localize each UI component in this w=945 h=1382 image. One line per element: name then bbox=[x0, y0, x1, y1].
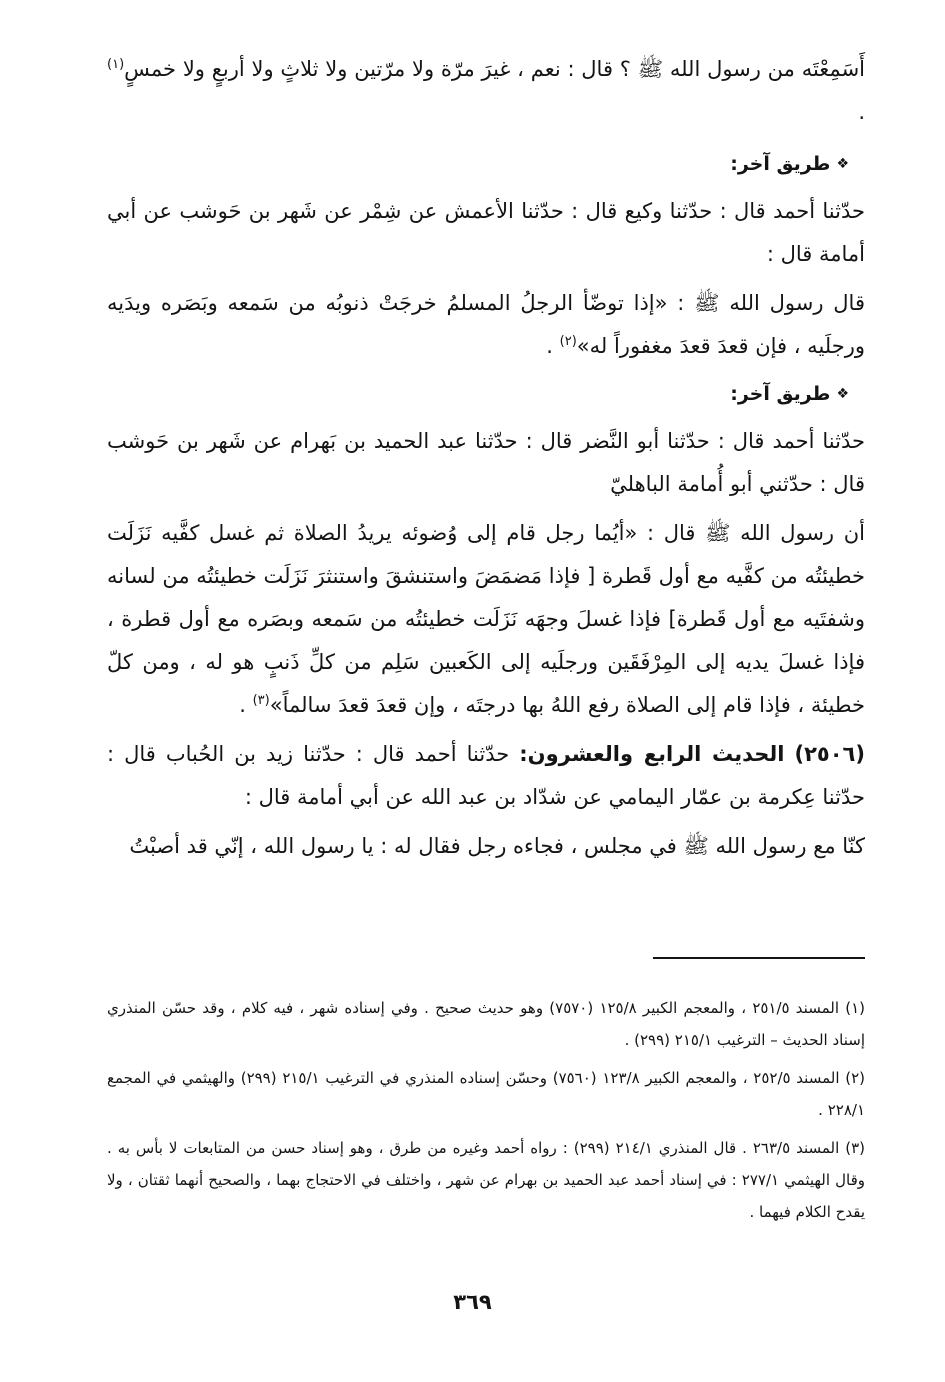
subheading-other-route-1: ❖طريق آخر: bbox=[107, 144, 865, 186]
paragraph-1: أَسَمِعْتَه من رسول الله ﷺ ؟ قال : نعم ، غيرَ مرّة ولا مرّتين ولا ثلاثٍ ولا أربعٍ ولا خمسٍ$^{(١)}$ . bbox=[107, 57, 865, 124]
paragraph-2: حدّثنا أحمد قال : حدّثنا وكيع قال : حدّثنا الأعمش عن شِمْر عن شَهر بن حَوشب عن أبي أمامة قال : bbox=[107, 199, 865, 266]
paragraph-6-text: حدّثنا أحمد قال : حدّثنا زيد بن الحُباب قال : حدّثنا عِكرمة بن عمّار اليمامي عن شدّاد بن عبد الله عن أبي أمامة قال : bbox=[107, 742, 865, 809]
page-number: ٣٦٩ bbox=[453, 1290, 492, 1314]
footnote-3: (٣) المسند ٢٦٣/٥ . قال المنذري ٢١٤/١ (٢٩٩) : رواه أحمد وغيره من طرق ، وهو إسناد حسن من المتابعات لا بأس به . وقال الهيثمي ٢٧٧/١ : في إسناد أحمد عبد الحميد بن بهرام عن شهر ، واختلف في الاحتجاج بهما ، والصحيح أنهما ثقتان ، ولا يقدح الكلام فيهما . bbox=[107, 1139, 865, 1221]
footnote-1: (١) المسند ٢٥١/٥ ، والمعجم الكبير ١٢٥/٨ (٧٥٧٠) وهو حديث صحيح . وفي إسناده شهر ، فيه كلام ، وقد حسّن المنذري إسناد الحديث – الترغيب ٢١٥/١ (٢٩٩) . bbox=[107, 999, 865, 1049]
paragraph-4: حدّثنا أحمد قال : حدّثنا أبو النَّضر قال : حدّثنا عبد الحميد بن بَهرام عن شَهر بن حَوشب قال : حدّثني أبو أُمامة الباهليّ bbox=[107, 429, 865, 496]
paragraph-5-text: أن رسول الله ﷺ قال : «أيُما رجل قام إلى وُضوئه يريدُ الصلاة ثم غسل كفَّيه نَزَلَت خطيئتُه من كفَّيه مع أول قَطرة [ فإذا مَضمَضَ واستنشقَ واستنثرَ نَزَلَت خطيئتُه من لسانه وشفتَيه مع أول قَطرة] فإذا غسلَ وجهَه نَزَلَت خطيئتُه من سَمعه وبصَره مع أول قطرة ، فإذا غسلَ يديه إلى المِرْفَقَين ورجلَيه إلى الكَعبين سَلِم من كلِّ ذَنبٍ هو له ، ومن كلّ خطيئة ، فإذا قام إلى الصلاة رفع اللهُ بها درجتَه ، وإن قعدَ قعدَ سالماً» bbox=[107, 521, 865, 717]
paragraph-1-text: أَسَمِعْتَه من رسول الله ﷺ ؟ قال : نعم ، غيرَ مرّة ولا مرّتين ولا ثلاثٍ ولا أربعٍ ولا خمسٍ bbox=[124, 57, 865, 81]
footnote-separator bbox=[653, 957, 865, 959]
paragraph-3: قال رسول الله ﷺ : «إذا توضّأ الرجلُ المسلمُ خرجَتْ ذنوبُه من سَمعه وبَصَره ويدَيه ورجلَيه ، فإن قعدَ قعدَ مغفوراً له»$^{(٢)}$ . bbox=[107, 291, 865, 358]
hadith-heading: الحديث الرابع والعشرون: bbox=[519, 742, 785, 766]
subheading-other-route-2: ❖طريق آخر: bbox=[107, 374, 865, 416]
diamond-icon: ❖ bbox=[836, 386, 849, 402]
footnote-ref-1[interactable]: (١) bbox=[107, 57, 125, 72]
main-text bbox=[107, 48, 865, 874]
paragraph-5: أن رسول الله ﷺ قال : «أيُما رجل قام إلى وُضوئه يريدُ الصلاة ثم غسل كفَّيه نَزَلَت خطيئتُه من كفَّيه مع أول قَطرة [ فإذا مَضمَضَ واستنشقَ واستنثرَ نَزَلَت خطيئتُه من لسانه وشفتَيه مع أول قَطرة] فإذا غسلَ وجهَه نَزَلَت خطيئتُه من سَمعه وبصَره مع أول قطرة ، فإذا غسلَ يديه إلى المِرْفَقَين ورجلَيه إلى الكَعبين سَلِم من كلِّ ذَنبٍ هو له ، ومن كلّ خطيئة ، فإذا قام إلى الصلاة رفع اللهُ بها درجتَه ، وإن قعدَ قعدَ سالماً»$^{(٣)}$ . bbox=[107, 521, 865, 717]
paragraph-7: كنّا مع رسول الله ﷺ في مجلس ، فجاءه رجل فقال له : يا رسول الله ، إنّي قد أصبْتُ bbox=[129, 834, 865, 858]
paragraph-3-text: قال رسول الله ﷺ : «إذا توضّأ الرجلُ المسلمُ خرجَتْ ذنوبُه من سَمعه وبَصَره ويدَيه ورجلَيه ، فإن قعدَ قعدَ مغفوراً له» bbox=[107, 291, 865, 358]
footnote-2: (٢) المسند ٢٥٢/٥ ، والمعجم الكبير ١٢٣/٨ (٧٥٦٠) وحسّن إسناده المنذري في الترغيب ٢١٥/١ (٢٩٩) والهيثمي في المجمع ٢٢٨/١ . bbox=[107, 1069, 865, 1119]
paragraph-6 bbox=[107, 733, 865, 819]
diamond-icon: ❖ bbox=[836, 156, 849, 172]
footnote-ref-3[interactable]: (٣) bbox=[252, 693, 270, 708]
footnote-ref-2[interactable]: (٢) bbox=[559, 334, 577, 349]
hadith-number: (٢٥٠٦) bbox=[794, 742, 865, 766]
footnotes bbox=[107, 992, 865, 1234]
